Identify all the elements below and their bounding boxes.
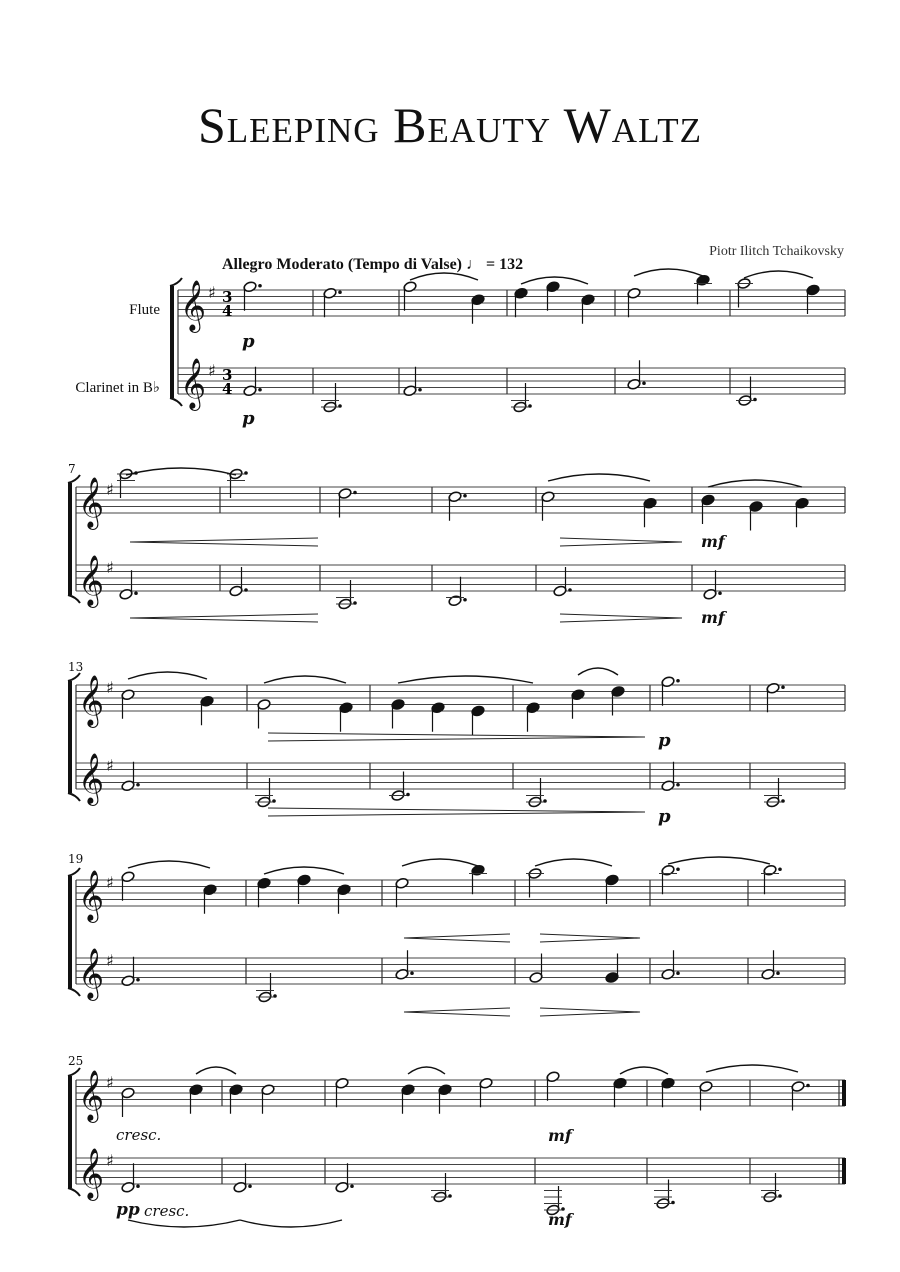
sharp-icon: ♯: [106, 873, 114, 892]
composer-credit: Piotr Ilitch Tchaikovsky: [709, 244, 844, 259]
hairpin: [560, 614, 682, 618]
augmentation-dot: [350, 1184, 354, 1188]
tempo-marking: [222, 256, 523, 274]
dynamic-mf: mf: [701, 608, 725, 627]
time-signature-top: 3: [222, 288, 233, 306]
sharp-icon: ♯: [106, 678, 114, 697]
slur: [744, 271, 813, 278]
augmentation-dot: [134, 591, 138, 595]
hairpin: [404, 1008, 510, 1012]
sharp-icon: ♯: [208, 283, 216, 302]
time-signature-bottom: 4: [222, 302, 233, 320]
sharp-icon: ♯: [106, 1073, 114, 1092]
slur: [578, 668, 618, 675]
augmentation-dot: [776, 971, 780, 975]
augmentation-dot: [258, 388, 262, 392]
augmentation-dot: [353, 491, 357, 495]
augmentation-dot: [568, 588, 572, 592]
slur: [128, 672, 207, 679]
hairpin: [268, 733, 645, 737]
hairpin: [560, 618, 682, 622]
treble-clef-icon: 𝄞: [78, 870, 105, 921]
slur: [708, 480, 802, 487]
slur: [535, 859, 612, 866]
hairpin: [540, 1012, 640, 1016]
instrument-label-flute: Flute: [129, 302, 160, 318]
dynamic-pp: pp: [116, 1200, 140, 1220]
slur: [240, 1220, 342, 1227]
slur: [620, 1067, 668, 1074]
augmentation-dot: [806, 1084, 810, 1088]
hairpin: [540, 938, 640, 942]
augmentation-dot: [418, 388, 422, 392]
augmentation-dot: [778, 867, 782, 871]
augmentation-dot: [676, 783, 680, 787]
augmentation-dot: [463, 494, 467, 498]
hairpin: [268, 808, 645, 812]
slur: [548, 474, 650, 481]
treble-clef-icon: 𝄞: [78, 1148, 105, 1199]
augmentation-dot: [244, 588, 248, 592]
augmentation-dot: [410, 971, 414, 975]
hairpin: [540, 934, 640, 938]
augmentation-dot: [642, 381, 646, 385]
hairpin: [404, 1012, 510, 1016]
sharp-icon: ♯: [106, 951, 114, 970]
hairpin: [404, 938, 510, 942]
slur: [402, 859, 478, 866]
hairpin: [268, 737, 645, 741]
augmentation-dot: [258, 284, 262, 288]
augmentation-dot: [676, 867, 680, 871]
system-bracket: [68, 876, 72, 988]
hairpin: [560, 538, 682, 542]
system-bracket: [170, 286, 174, 398]
sharp-icon: ♯: [106, 480, 114, 499]
augmentation-dot: [676, 679, 680, 683]
slur: [408, 1067, 445, 1074]
time-signature-top: 3: [222, 366, 233, 384]
augmentation-dot: [676, 971, 680, 975]
hairpin: [404, 934, 510, 938]
tempo-text: Allegro Moderato (Tempo di Valse): [222, 256, 462, 273]
dynamic-mf: mf: [548, 1210, 572, 1229]
slur: [410, 273, 478, 280]
slur: [126, 468, 236, 475]
sharp-icon: ♯: [208, 361, 216, 380]
treble-clef-icon: 𝄞: [78, 555, 105, 606]
tempo-value: = 132: [486, 256, 524, 273]
hairpin: [540, 1008, 640, 1012]
quarter-note-icon: ♩: [466, 256, 482, 273]
hairpin: [130, 538, 318, 542]
final-barline: [842, 1080, 846, 1106]
dynamic-p: p: [658, 806, 671, 827]
slur: [398, 676, 533, 683]
slur: [668, 857, 770, 864]
treble-clef-icon: 𝄞: [180, 358, 207, 409]
augmentation-dot: [718, 591, 722, 595]
measure-number: 25: [68, 1054, 84, 1068]
treble-clef-icon: 𝄞: [78, 948, 105, 999]
hairpin: [560, 542, 682, 546]
sharp-icon: ♯: [106, 756, 114, 775]
system-bracket: [68, 483, 72, 595]
sharp-icon: ♯: [106, 1151, 114, 1170]
dynamic-p: p: [658, 730, 671, 751]
hairpin: [268, 812, 645, 816]
measure-number: 19: [68, 852, 84, 866]
treble-clef-icon: 𝄞: [78, 675, 105, 726]
system-bracket: [68, 681, 72, 793]
slur: [128, 861, 210, 868]
slur: [196, 1067, 236, 1074]
hairpin: [130, 542, 318, 546]
augmentation-dot: [463, 598, 467, 602]
system-bracket: [68, 1076, 72, 1188]
measure-number: 7: [68, 462, 76, 476]
treble-clef-icon: 𝄞: [78, 1070, 105, 1121]
treble-clef-icon: 𝄞: [78, 753, 105, 804]
page-title: Sleeping Beauty Waltz: [197, 97, 703, 153]
hairpin: [130, 614, 318, 618]
augmentation-dot: [136, 1184, 140, 1188]
hairpin: [130, 618, 318, 622]
dynamic-p: p: [242, 331, 255, 352]
cresc-marking: cresc.: [144, 1202, 190, 1220]
time-signature-bottom: 4: [222, 380, 233, 398]
dynamic-p: p: [242, 408, 255, 429]
augmentation-dot: [781, 685, 785, 689]
treble-clef-icon: 𝄞: [180, 280, 207, 331]
slur: [264, 676, 346, 683]
final-barline: [842, 1158, 846, 1184]
dynamic-mf: mf: [701, 532, 725, 551]
cresc-marking: cresc.: [116, 1126, 162, 1144]
augmentation-dot: [338, 290, 342, 294]
measure-number: 13: [68, 660, 84, 674]
slur: [264, 867, 344, 874]
augmentation-dot: [136, 783, 140, 787]
slur: [706, 1065, 798, 1072]
augmentation-dot: [248, 1184, 252, 1188]
treble-clef-icon: 𝄞: [78, 477, 105, 528]
sharp-icon: ♯: [106, 558, 114, 577]
slur: [128, 1220, 240, 1227]
augmentation-dot: [136, 978, 140, 982]
instrument-label-clarinet: Clarinet in B♭: [75, 380, 160, 396]
slur: [634, 269, 703, 276]
dynamic-mf: mf: [548, 1126, 572, 1145]
